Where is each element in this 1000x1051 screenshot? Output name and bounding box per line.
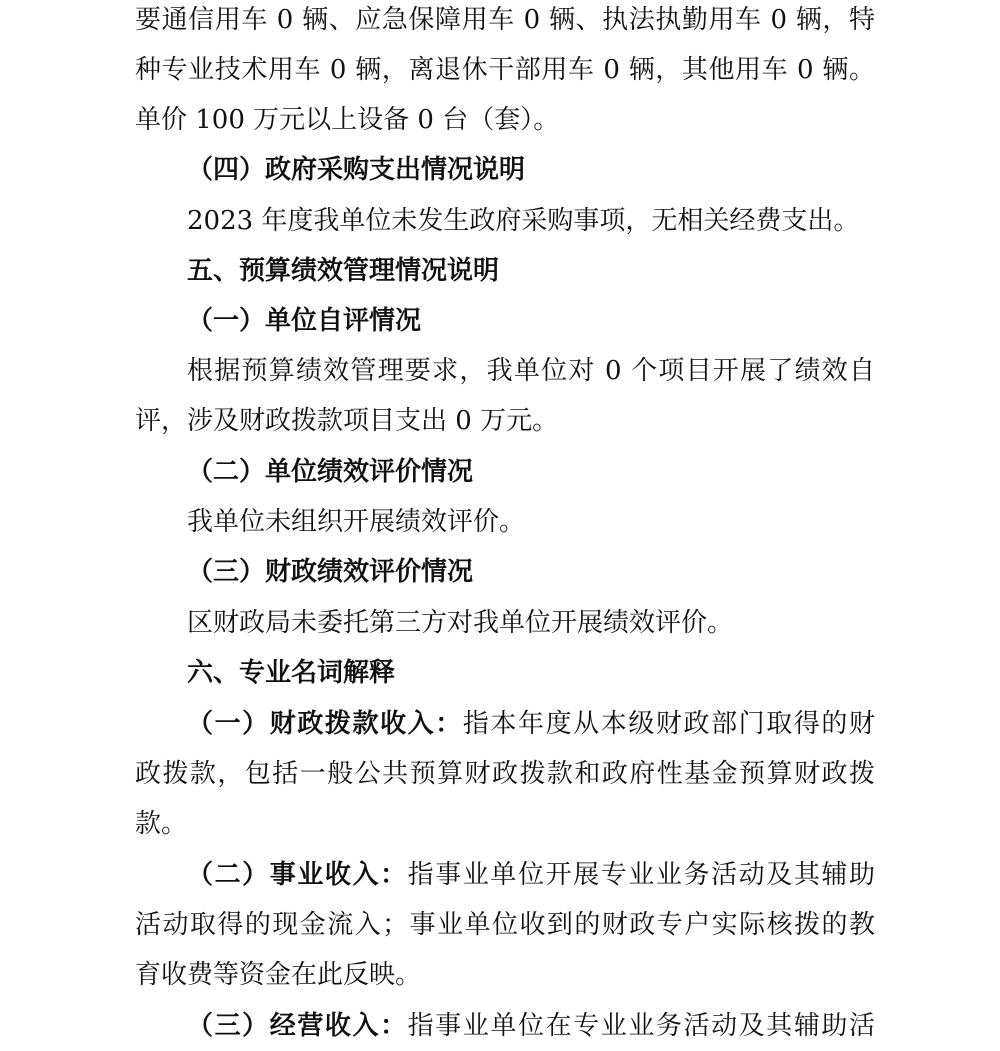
definition-term: （三）经营收入： bbox=[187, 1011, 408, 1041]
paragraph-line: 我单位未组织开展绩效评价。 bbox=[187, 507, 526, 537]
subsection-heading: （四）政府采购支出情况说明 bbox=[187, 155, 526, 185]
paragraph-line: 要通信用车 0 辆、应急保障用车 0 辆、执法执勤用车 0 辆，特 bbox=[135, 5, 875, 35]
paragraph-line: 根据预算绩效管理要求，我单位对 0 个项目开展了绩效自 bbox=[187, 356, 875, 386]
paragraph-line: 款。 bbox=[135, 809, 188, 839]
subsection-heading: （一）单位自评情况 bbox=[187, 306, 422, 336]
definition-term: （二）事业收入： bbox=[187, 860, 408, 890]
paragraph-line: 政拨款，包括一般公共预算财政拨款和政府性基金预算财政拨 bbox=[135, 759, 875, 789]
definition-term: （一）财政拨款收入： bbox=[187, 709, 463, 739]
paragraph-line: 活动取得的现金流入；事业单位收到的财政专户实际核拨的教 bbox=[135, 910, 875, 940]
section-heading: 六、专业名词解释 bbox=[187, 658, 396, 688]
definition-line bbox=[187, 850, 875, 900]
definition-text: 指事业单位在专业业务活动及其辅助活 bbox=[407, 1011, 875, 1041]
paragraph-line: 育收费等资金在此反映。 bbox=[135, 960, 422, 990]
paragraph-line: 单价 100 万元以上设备 0 台（套）。 bbox=[135, 105, 560, 135]
definition-text: 指事业单位开展专业业务活动及其辅助 bbox=[407, 860, 875, 890]
paragraph-line: 评，涉及财政拨款项目支出 0 万元。 bbox=[135, 406, 559, 436]
subsection-heading: （二）单位绩效评价情况 bbox=[187, 457, 474, 487]
subsection-heading: （三）财政绩效评价情况 bbox=[187, 557, 474, 587]
paragraph-line: 2023 年度我单位未发生政府采购事项，无相关经费支出。 bbox=[187, 206, 860, 236]
section-heading: 五、预算绩效管理情况说明 bbox=[187, 256, 500, 286]
definition-line bbox=[187, 1001, 875, 1051]
definition-text: 指本年度从本级财政部门取得的财 bbox=[462, 709, 875, 739]
definition-line bbox=[187, 699, 875, 749]
paragraph-line: 种专业技术用车 0 辆，离退休干部用车 0 辆，其他用车 0 辆。 bbox=[135, 55, 875, 85]
paragraph-line: 区财政局未委托第三方对我单位开展绩效评价。 bbox=[187, 608, 734, 638]
